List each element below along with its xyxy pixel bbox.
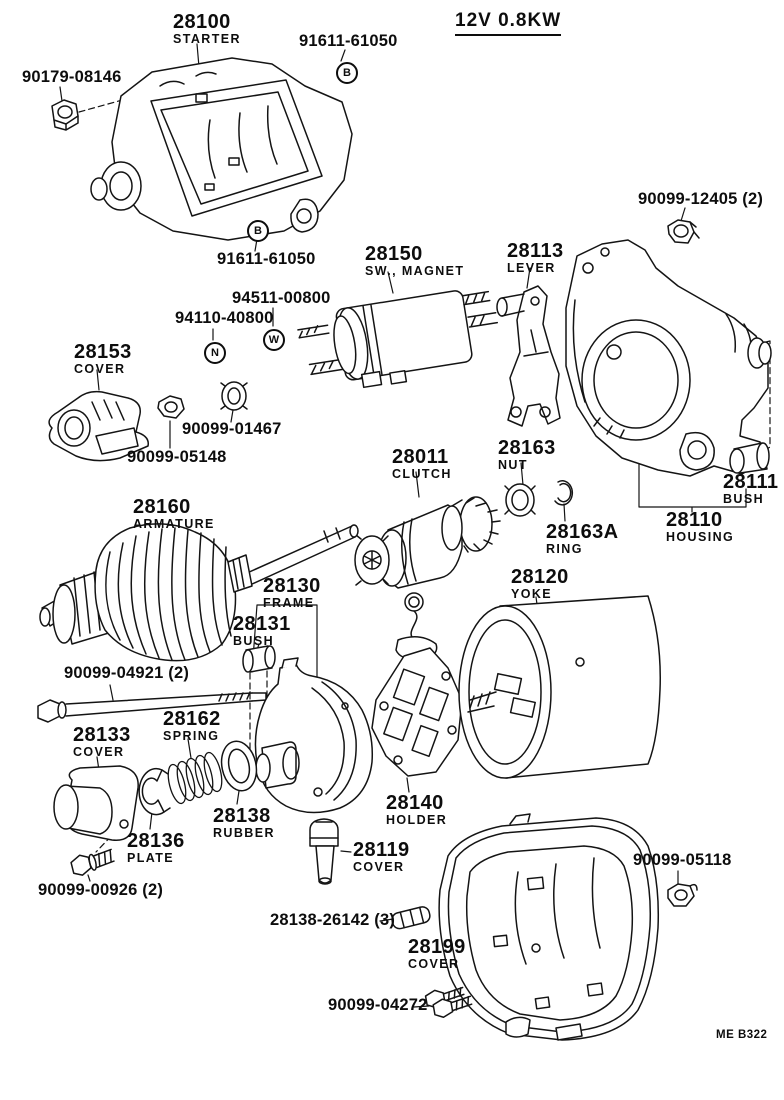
part-number: 90099-04921 (2) (64, 664, 190, 682)
part-name: NUT (498, 458, 528, 472)
ring-28163a-drawing (555, 481, 572, 505)
part-name: BUSH (233, 634, 275, 648)
clutch-drawing (355, 497, 500, 588)
part-label-28162 (163, 709, 221, 743)
part-label-28163a (546, 522, 618, 556)
part-name: LEVER (507, 261, 556, 275)
part-name: PLATE (127, 851, 175, 865)
part-number: 90099-12405 (2) (638, 190, 764, 208)
part-label-05118 (633, 852, 732, 869)
part-number: 90099-04272 (328, 996, 428, 1014)
voltage-spec: 12V 0.8KW (455, 10, 561, 36)
part-number: 90099-05118 (633, 851, 732, 869)
part-number: 90099-01467 (182, 420, 282, 438)
part-number: 28163 (498, 437, 556, 459)
part-number: 28138 (213, 805, 271, 827)
nut-28163-drawing (505, 484, 535, 516)
washer-01467-drawing (221, 382, 247, 410)
bolt-00926-drawing (70, 848, 116, 878)
part-label-28100 (173, 12, 241, 46)
part-name: CLUTCH (392, 467, 452, 481)
part-label-04921 (64, 665, 189, 682)
part-name: SW., MAGNET (365, 264, 465, 278)
part-label-91611-top (299, 33, 398, 50)
part-label-28136 (127, 831, 185, 865)
part-number: 94511-00800 (232, 289, 331, 307)
part-number: 28136 (127, 830, 185, 852)
cover-28199-drawing (439, 814, 658, 1040)
part-label-28110 (666, 510, 734, 544)
yoke-drawing (459, 596, 660, 778)
part-number: 28133 (73, 724, 131, 746)
part-number: 90179-08146 (22, 68, 122, 86)
part-number: 28163A (546, 521, 619, 543)
nut-marker-n: N (204, 342, 226, 364)
part-label-28150 (365, 244, 464, 278)
part-name: RUBBER (213, 826, 275, 840)
part-label-28011 (392, 447, 452, 481)
figure-code: ME B322 (716, 1029, 768, 1041)
cover-28119-drawing (310, 819, 338, 884)
cover-28133-drawing (54, 766, 138, 840)
part-label-28163 (498, 438, 556, 472)
part-name: YOKE (511, 587, 553, 601)
nut-90179-drawing (52, 100, 78, 130)
housing-drawing (566, 240, 771, 476)
part-number: 28131 (233, 613, 291, 635)
part-number: 94110-40800 (175, 309, 274, 327)
part-number: 28100 (173, 11, 231, 33)
rubber-drawing (217, 738, 261, 794)
part-name: RING (546, 542, 583, 556)
part-label-94110 (175, 310, 274, 327)
part-number: 28140 (386, 792, 444, 814)
part-label-28133 (73, 725, 131, 759)
part-name: HOLDER (386, 813, 448, 827)
part-label-05148 (127, 449, 226, 466)
part-label-28113 (507, 241, 564, 275)
part-label-00926 (38, 882, 163, 899)
part-number: 28199 (408, 936, 466, 958)
spacer-26142-drawing (391, 905, 432, 930)
part-number: 28120 (511, 566, 569, 588)
part-number: 28138-26142 (3) (270, 911, 396, 929)
part-name: SPRING (163, 729, 220, 743)
part-name: HOUSING (666, 530, 735, 544)
part-name: BUSH (723, 492, 765, 506)
part-name: COVER (408, 957, 460, 971)
part-label-12405 (638, 191, 763, 208)
part-label-28160 (133, 497, 215, 531)
part-number: 28113 (507, 240, 564, 262)
part-label-01467 (182, 421, 281, 438)
frame-drawing (255, 658, 372, 813)
part-number: 28153 (74, 341, 132, 363)
part-name: STARTER (173, 32, 241, 46)
part-number: 28119 (353, 839, 410, 861)
lever-drawing (497, 286, 560, 426)
part-label-28120 (511, 567, 569, 601)
part-label-28119 (353, 840, 410, 874)
nut-12405-drawing (668, 220, 699, 243)
part-label-28130 (263, 576, 321, 610)
plate-28136-drawing (139, 769, 170, 815)
part-label-28131 (233, 614, 291, 648)
holder-drawing (372, 593, 462, 776)
part-name: COVER (353, 860, 405, 874)
part-label-26142 (270, 912, 395, 929)
bush-28131-drawing (243, 646, 275, 672)
part-number: 28150 (365, 243, 423, 265)
part-label-04272 (328, 997, 427, 1014)
part-number: 90099-00926 (2) (38, 881, 164, 899)
part-name: FRAME (263, 596, 315, 610)
nut-05148-drawing (158, 396, 184, 418)
part-number: 28111 (723, 471, 779, 493)
part-label-90179 (22, 69, 121, 86)
part-label-91611-bottom (217, 251, 316, 268)
washer-marker-w: W (263, 329, 285, 351)
spring-drawing (165, 751, 225, 805)
part-label-94511 (232, 290, 331, 307)
part-number: 28162 (163, 708, 221, 730)
part-number: 91611-61050 (217, 250, 316, 268)
part-name: ARMATURE (133, 517, 215, 531)
nut-05118-drawing (668, 884, 697, 906)
bolt-marker-b-bottom: B (247, 220, 269, 242)
part-label-28138 (213, 806, 275, 840)
through-bolt-drawing (38, 692, 266, 722)
part-name: COVER (74, 362, 126, 376)
part-name: COVER (73, 745, 125, 759)
part-number: 28160 (133, 496, 191, 518)
part-number: 90099-05148 (127, 448, 227, 466)
part-label-28111 (723, 472, 778, 506)
part-number: 28011 (392, 446, 449, 468)
part-number: 91611-61050 (299, 32, 398, 50)
part-label-28153 (74, 342, 132, 376)
part-label-28140 (386, 793, 447, 827)
part-number: 28110 (666, 509, 723, 531)
starter-drawing (91, 58, 352, 240)
part-number: 28130 (263, 575, 321, 597)
bolt-marker-b-top: B (336, 62, 358, 84)
part-label-28199 (408, 937, 466, 971)
